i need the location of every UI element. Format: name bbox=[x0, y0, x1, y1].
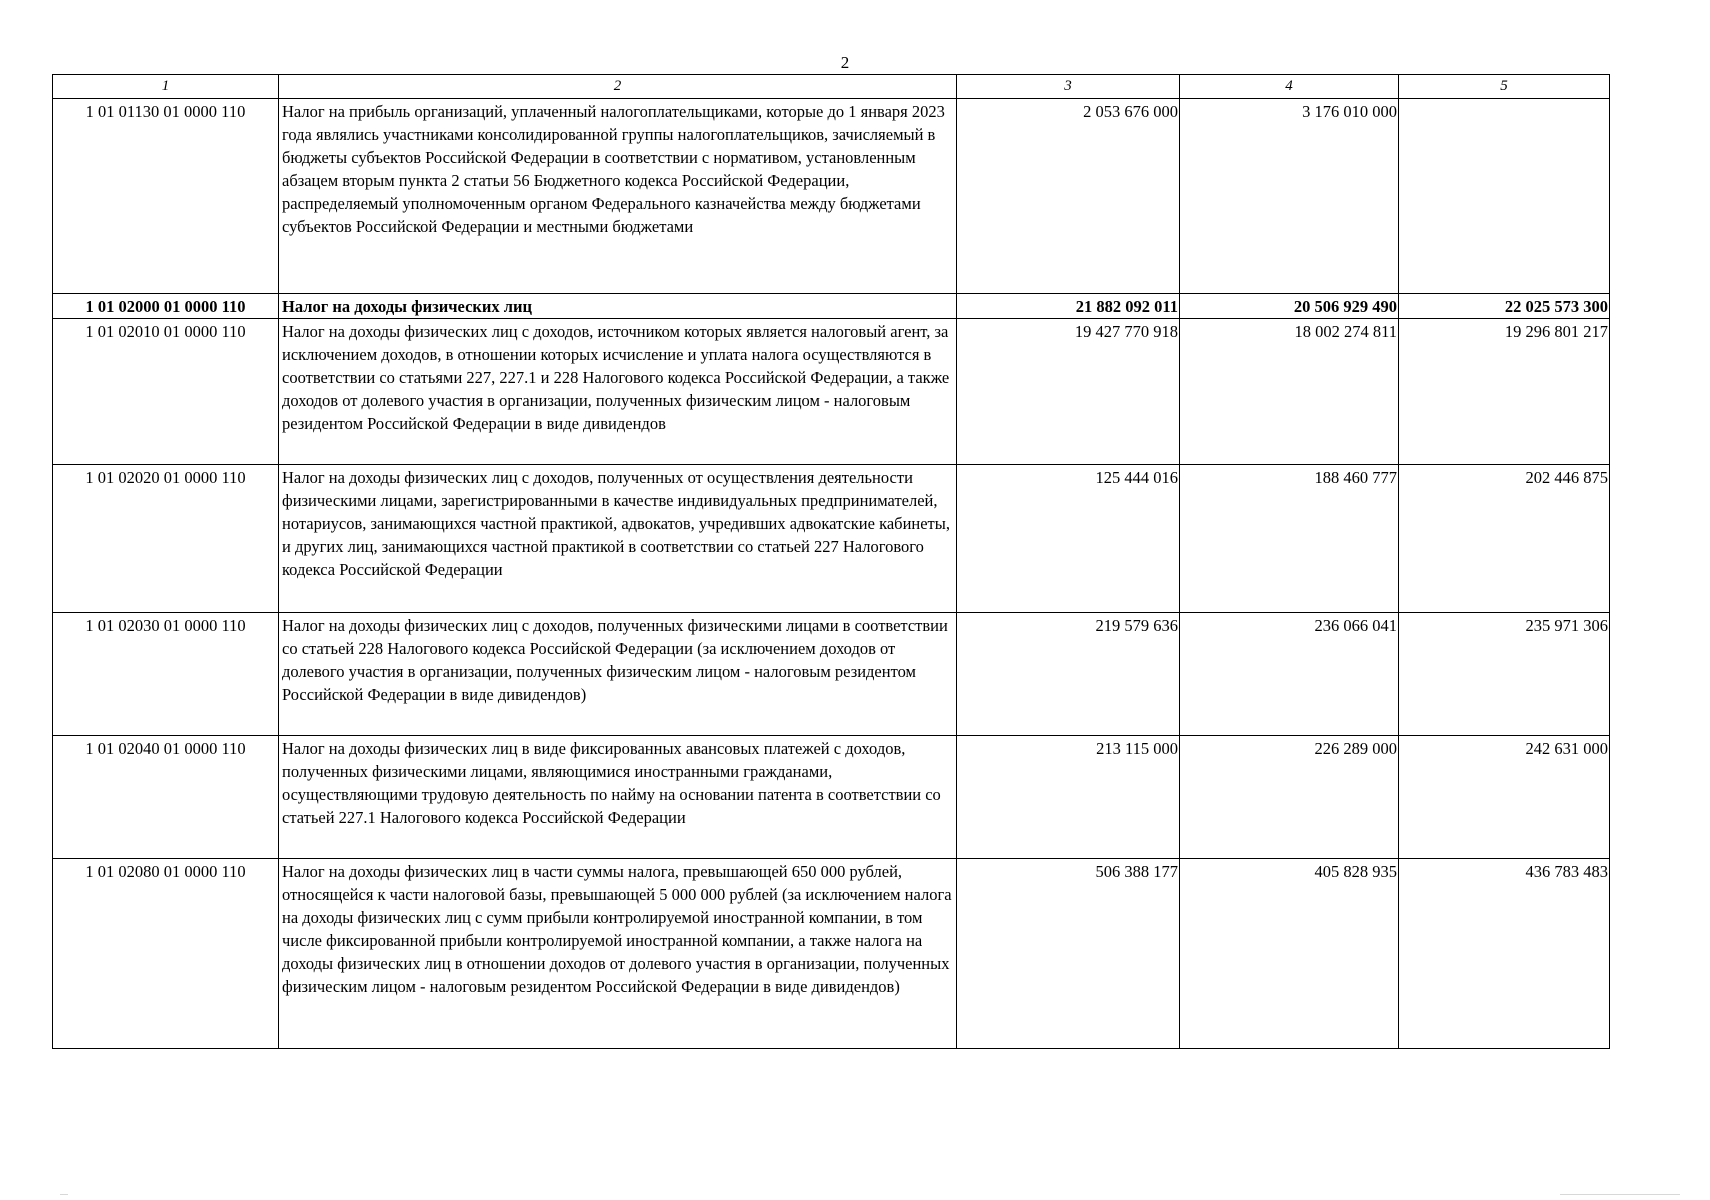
header-col-3: 3 bbox=[957, 75, 1180, 99]
code-cell: 1 01 02080 01 0000 110 bbox=[53, 859, 279, 1049]
page-number: 2 bbox=[840, 53, 850, 72]
value-col-5-cell: 202 446 875 bbox=[1399, 465, 1610, 613]
value-col-4-cell: 20 506 929 490 bbox=[1180, 294, 1399, 319]
code-cell: 1 01 01130 01 0000 110 bbox=[53, 99, 279, 294]
header-col-2: 2 bbox=[279, 75, 957, 99]
table-row bbox=[53, 319, 1610, 465]
description-cell: Налог на доходы физических лиц bbox=[279, 294, 957, 319]
scan-mark bbox=[60, 1194, 68, 1195]
table-header-row bbox=[53, 75, 1610, 99]
value-col-3-cell: 21 882 092 011 bbox=[957, 294, 1180, 319]
value-col-3-cell: 219 579 636 bbox=[957, 613, 1180, 736]
budget-revenue-table bbox=[52, 74, 1610, 1049]
header-col-1: 1 bbox=[53, 75, 279, 99]
value-col-5-cell: 235 971 306 bbox=[1399, 613, 1610, 736]
code-cell: 1 01 02030 01 0000 110 bbox=[53, 613, 279, 736]
code-cell: 1 01 02040 01 0000 110 bbox=[53, 736, 279, 859]
code-cell: 1 01 02020 01 0000 110 bbox=[53, 465, 279, 613]
table-row bbox=[53, 736, 1610, 859]
value-col-4-cell: 3 176 010 000 bbox=[1180, 99, 1399, 294]
description-cell: Налог на прибыль организаций, уплаченный налогоплательщиками, которые до 1 января 2023 года являлись участниками консолидированной группы налогоплательщиков, зачисляемый в бюджеты субъектов Российской Федерации в соответствии с нормативом, установленным абзацем вторым пункта 2 статьи 56 Бюджетного кодекса Российской Федерации, распределяемый уполномоченным органом Федерального казначейства между бюджетами субъектов Российской Федерации и местными бюджетами bbox=[279, 99, 957, 294]
code-cell: 1 01 02010 01 0000 110 bbox=[53, 319, 279, 465]
value-col-4-cell: 188 460 777 bbox=[1180, 465, 1399, 613]
header-col-5: 5 bbox=[1399, 75, 1610, 99]
description-cell: Налог на доходы физических лиц в виде фиксированных авансовых платежей с доходов, полученных физическими лицами, являющимися иностранными гражданами, осуществляющими трудовую деятельность по найму на основании патента в соответствии со статьей 227.1 Налогового кодекса Российской Федерации bbox=[279, 736, 957, 859]
value-col-3-cell: 2 053 676 000 bbox=[957, 99, 1180, 294]
header-col-4: 4 bbox=[1180, 75, 1399, 99]
value-col-5-cell: 22 025 573 300 bbox=[1399, 294, 1610, 319]
table-row bbox=[53, 613, 1610, 736]
description-cell: Налог на доходы физических лиц в части суммы налога, превышающей 650 000 рублей, относящейся к части налоговой базы, превышающей 5 000 000 рублей (за исключением налога на доходы физических лиц с сумм прибыли контролируемой иностранной компании, в том числе фиксированной прибыли контролируемой иностранной компании, а также налога на доходы физических лиц в отношении доходов от долевого участия в организации, полученных физическим лицом - налоговым резидентом Российской Федерации в виде дивидендов) bbox=[279, 859, 957, 1049]
value-col-5-cell: 242 631 000 bbox=[1399, 736, 1610, 859]
value-col-3-cell: 125 444 016 bbox=[957, 465, 1180, 613]
table-row bbox=[53, 294, 1610, 319]
value-col-5-cell bbox=[1399, 99, 1610, 294]
value-col-3-cell: 19 427 770 918 bbox=[957, 319, 1180, 465]
value-col-5-cell: 19 296 801 217 bbox=[1399, 319, 1610, 465]
value-col-4-cell: 405 828 935 bbox=[1180, 859, 1399, 1049]
code-cell: 1 01 02000 01 0000 110 bbox=[53, 294, 279, 319]
table-row bbox=[53, 99, 1610, 294]
scan-mark bbox=[1560, 1194, 1680, 1195]
value-col-5-cell: 436 783 483 bbox=[1399, 859, 1610, 1049]
description-cell: Налог на доходы физических лиц с доходов, полученных физическими лицами в соответствии со статьей 228 Налогового кодекса Российской Федерации (за исключением доходов от долевого участия в организации, полученных физическим лицом - налоговым резидентом Российской Федерации в виде дивидендов) bbox=[279, 613, 957, 736]
value-col-4-cell: 226 289 000 bbox=[1180, 736, 1399, 859]
table-row bbox=[53, 465, 1610, 613]
description-cell: Налог на доходы физических лиц с доходов, источником которых является налоговый агент, за исключением доходов, в отношении которых исчисление и уплата налога осуществляются в соответствии со статьями 227, 227.1 и 228 Налогового кодекса Российской Федерации, а также доходов от долевого участия в организации, полученных физическим лицом - налоговым резидентом Российской Федерации в виде дивидендов bbox=[279, 319, 957, 465]
description-cell: Налог на доходы физических лиц с доходов, полученных от осуществления деятельности физическими лицами, зарегистрированными в качестве индивидуальных предпринимателей, нотариусов, занимающихся частной практикой, адвокатов, учредивших адвокатские кабинеты, и других лиц, занимающихся частной практикой в соответствии со статьей 227 Налогового кодекса Российской Федерации bbox=[279, 465, 957, 613]
value-col-4-cell: 236 066 041 bbox=[1180, 613, 1399, 736]
table-row bbox=[53, 859, 1610, 1049]
value-col-3-cell: 213 115 000 bbox=[957, 736, 1180, 859]
value-col-3-cell: 506 388 177 bbox=[957, 859, 1180, 1049]
value-col-4-cell: 18 002 274 811 bbox=[1180, 319, 1399, 465]
